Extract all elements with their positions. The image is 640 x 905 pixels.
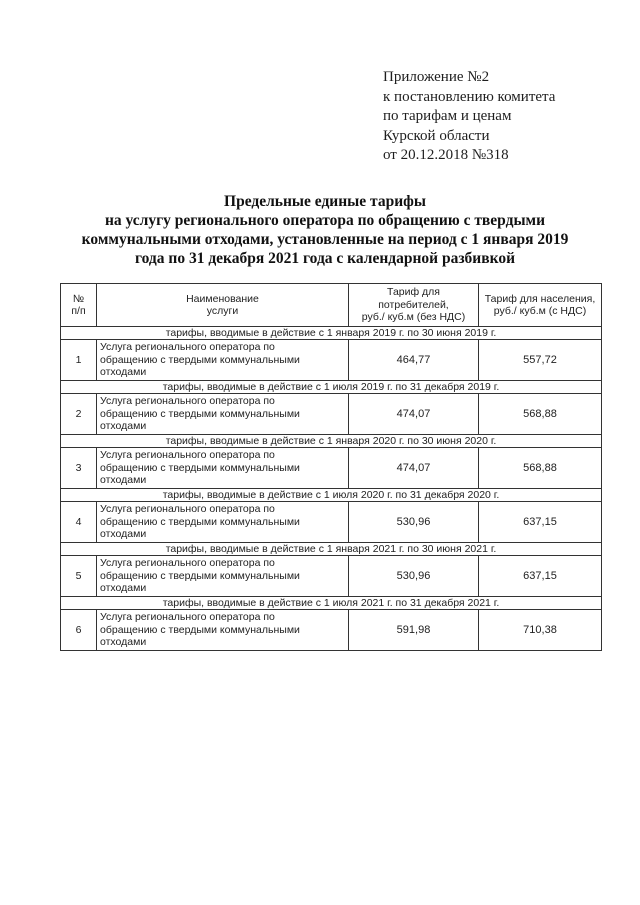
appendix-note xyxy=(383,68,555,166)
service-line: обращению с твердыми коммунальными xyxy=(100,515,300,528)
period-row xyxy=(61,381,602,394)
service-line: Услуга регионального оператора по xyxy=(100,611,275,624)
header-t2-line: руб./ куб.м (с НДС) xyxy=(493,305,587,317)
period-label: тарифы, вводимые в действие с 1 января 2020 г. по 30 июня 2020 г. xyxy=(61,435,602,448)
tariff-population-value: 710,38 xyxy=(479,610,602,651)
header-t2-line: Тариф для населения, xyxy=(484,292,596,305)
row-number: 6 xyxy=(61,610,97,651)
service-line: отходами xyxy=(100,528,147,541)
service-name xyxy=(97,448,349,489)
document-title xyxy=(60,192,590,268)
service-line: отходами xyxy=(100,582,147,595)
service-line: Услуга регионального оператора по xyxy=(100,557,275,570)
title-line: на услугу регионального оператора по обращению с твердыми xyxy=(104,212,546,229)
tariff-consumers-value: 530,96 xyxy=(349,556,479,597)
tariff-population-value: 637,15 xyxy=(479,556,602,597)
service-line: обращению с твердыми коммунальными xyxy=(100,407,300,420)
table-row xyxy=(61,394,602,435)
service-line: Услуга регионального оператора по xyxy=(100,503,275,516)
tariff-population-value: 637,15 xyxy=(479,502,602,543)
period-row xyxy=(61,597,602,610)
service-line: обращению с твердыми коммунальными xyxy=(100,623,300,636)
service-line: отходами xyxy=(100,366,147,379)
tariff-consumers-value: 464,77 xyxy=(349,340,479,381)
service-name xyxy=(97,394,349,435)
appendix-line: по тарифам и ценам xyxy=(383,108,512,124)
appendix-line: Приложение №2 xyxy=(383,69,490,85)
row-number: 4 xyxy=(61,502,97,543)
service-line: отходами xyxy=(100,420,147,433)
header-t1-line: руб./ куб.м (без НДС) xyxy=(361,311,466,324)
tariff-table xyxy=(60,283,602,651)
table-row xyxy=(61,340,602,381)
period-label: тарифы, вводимые в действие с 1 января 2021 г. по 30 июня 2021 г. xyxy=(61,543,602,556)
header-tariff-population xyxy=(479,284,602,327)
period-label: тарифы, вводимые в действие с 1 июля 2020 г. по 31 декабря 2020 г. xyxy=(61,489,602,502)
tariff-population-value: 568,88 xyxy=(479,394,602,435)
service-name xyxy=(97,556,349,597)
header-num-line: № xyxy=(72,292,85,305)
tariff-population-value: 557,72 xyxy=(479,340,602,381)
tariff-consumers-value: 591,98 xyxy=(349,610,479,651)
service-line: обращению с твердыми коммунальными xyxy=(100,569,300,582)
title-line: Предельные единые тарифы xyxy=(224,193,426,210)
service-line: Услуга регионального оператора по xyxy=(100,395,275,408)
period-row xyxy=(61,543,602,556)
header-num xyxy=(61,284,97,327)
table-row xyxy=(61,502,602,543)
appendix-line: Курской области xyxy=(383,127,490,144)
header-num-line: п/п xyxy=(71,305,86,317)
period-row xyxy=(61,435,602,448)
period-row xyxy=(61,327,602,340)
row-number: 3 xyxy=(61,448,97,489)
service-line: Услуга регионального оператора по xyxy=(100,341,275,354)
title-line: коммунальными отходами, установленные на период с 1 января 2019 xyxy=(81,231,569,248)
table-row xyxy=(61,556,602,597)
tariff-consumers-value: 474,07 xyxy=(349,394,479,435)
service-line: отходами xyxy=(100,474,147,487)
service-name xyxy=(97,340,349,381)
header-name-line: Наименование xyxy=(186,292,259,305)
table-row xyxy=(61,448,602,489)
header-t1-line: потребителей, xyxy=(378,298,449,311)
header-t1-line: Тариф для xyxy=(387,286,440,299)
period-label: тарифы, вводимые в действие с 1 июля 2019 г. по 31 декабря 2019 г. xyxy=(61,381,602,394)
service-line: обращению с твердыми коммунальными xyxy=(100,461,300,474)
table-row xyxy=(61,610,602,651)
header-service-name xyxy=(97,284,349,327)
table-header-row xyxy=(61,284,602,327)
header-name-line: услуги xyxy=(206,305,239,317)
tariff-consumers-value: 474,07 xyxy=(349,448,479,489)
service-name xyxy=(97,502,349,543)
appendix-line: к постановлению комитета xyxy=(383,88,556,105)
row-number: 5 xyxy=(61,556,97,597)
row-number: 1 xyxy=(61,340,97,381)
period-label: тарифы, вводимые в действие с 1 июля 2021 г. по 31 декабря 2021 г. xyxy=(61,597,602,610)
period-label: тарифы, вводимые в действие с 1 января 2019 г. по 30 июня 2019 г. xyxy=(61,327,602,340)
header-tariff-consumers xyxy=(349,284,479,327)
tariff-consumers-value: 530,96 xyxy=(349,502,479,543)
tariff-population-value: 568,88 xyxy=(479,448,602,489)
period-row xyxy=(61,489,602,502)
title-line: года по 31 декабря 2021 года с календарной разбивкой xyxy=(134,250,516,267)
appendix-line: от 20.12.2018 №318 xyxy=(383,147,509,163)
row-number: 2 xyxy=(61,394,97,435)
service-line: отходами xyxy=(100,636,147,649)
service-line: Услуга регионального оператора по xyxy=(100,449,275,462)
service-name xyxy=(97,610,349,651)
service-line: обращению с твердыми коммунальными xyxy=(100,353,300,366)
